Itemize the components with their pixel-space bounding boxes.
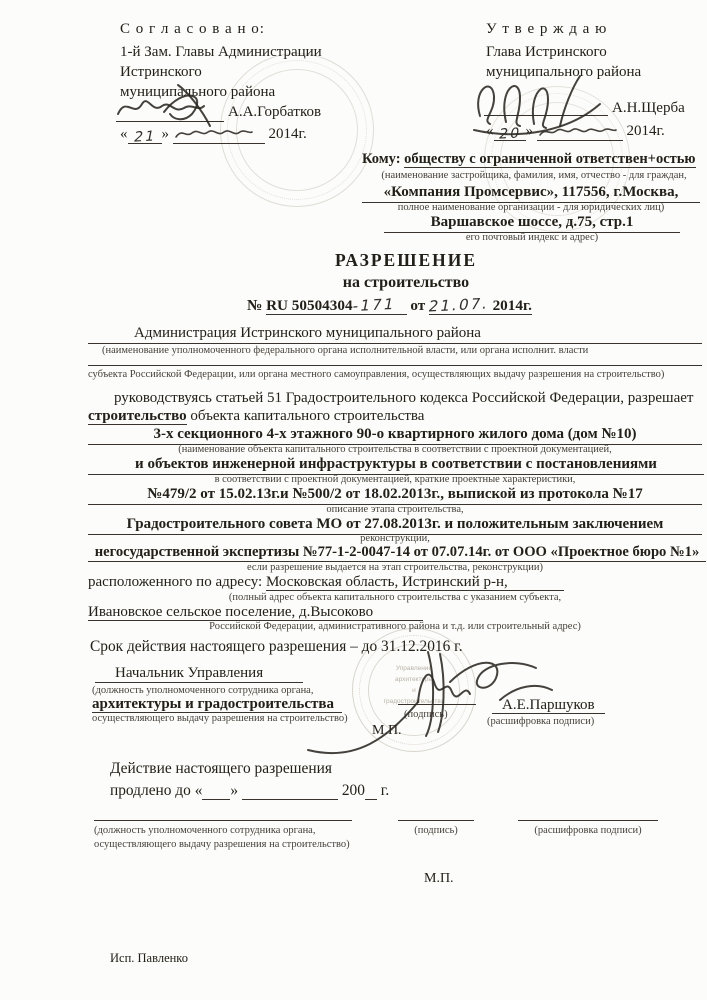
address-label: расположенного по адресу: [88, 574, 266, 590]
quote-open: « [486, 123, 494, 139]
quote-close: » [525, 123, 533, 139]
ot-label: от [410, 297, 426, 314]
signer-position2-text: архитектуры и градостроительства [92, 696, 342, 713]
agreed-signer-name: А.А.Горбатков [228, 104, 322, 120]
sign-hint: (подпись) [404, 709, 448, 720]
number-sign: № [247, 297, 263, 314]
agreed-year: 2014г. [268, 126, 307, 142]
signing-hint1: (должность уполномоченного сотрудника органа, [92, 685, 314, 696]
approved-line1: Глава Истринского [486, 44, 607, 60]
agreed-line3: муниципального района [120, 84, 276, 100]
signature-scribble-parshukov [300, 638, 560, 758]
extension-year-prefix: 200 [341, 782, 365, 799]
extension-line1: Действие настоящего разрешения [110, 760, 332, 777]
stamp-text-line: и [412, 687, 416, 694]
handwritten-month-scribble [172, 124, 256, 142]
addressee-hint1: (наименование застройщика, фамилия, имя, отчество - для граждан, [381, 170, 687, 181]
addressee-address: Варшавское шоссе, д.75, стр.1 [384, 213, 680, 233]
authority-name: Администрация Истринского муниципального района [88, 324, 702, 344]
stamp-text-line: градостроительства [383, 698, 445, 705]
extension-sign-column: (подпись) [398, 820, 474, 838]
extension-prefix: продлено до [110, 782, 191, 799]
quote-open: « [194, 782, 203, 799]
address-hint2: Российской Федерации, административного района и т.д. или строительный адрес) [209, 621, 581, 632]
permit-date-handwritten: 21.07. [427, 294, 491, 316]
document-subtitle: на строительство [342, 274, 470, 291]
extension-hint1: (должность уполномоченного сотрудника органа, [94, 825, 316, 836]
signing-hint2: осуществляющего выдачу разрешения на строительство) [92, 713, 348, 724]
extension-decode-column: (расшифровка подписи) [518, 820, 658, 838]
permit-number-handwritten: -171 [350, 294, 397, 316]
permit-word: строительство [88, 408, 187, 424]
approved-signer-name: А.Н.Щерба [612, 100, 685, 116]
signer-position1-text: Начальник Управления [95, 665, 303, 683]
agreed-line1: 1-й Зам. Главы Администрации [120, 44, 322, 60]
object-line1: 3-х секционного 4-х этажного 90-о квартирного жилого дома (дом №10) [88, 425, 702, 445]
approved-day-handwritten: 20 [497, 125, 523, 143]
object-hint1: (наименование объекта капитального строительства в соответствии с проектной документацией, [178, 444, 612, 455]
object-hint4: реконструкции, [360, 533, 430, 544]
addressee-row [362, 150, 696, 168]
extension-position-column [94, 820, 352, 851]
addressee-name: обществу с ограниченной ответствен+остью [404, 151, 696, 167]
address-row [88, 573, 564, 592]
agreed-title: С о г л а с о в а н о: [120, 21, 265, 37]
extension-hint2: осуществляющего выдачу разрешения на строительство) [94, 838, 350, 850]
handwritten-month-scribble [536, 122, 620, 140]
object-line4: Градостроительного совета МО от 27.08.2013г. и положительным заключением [88, 515, 702, 535]
permit-rest: объекта капитального строительства [186, 408, 425, 424]
object-line3: №479/2 от 15.02.13г.и №500/2 от 18.02.2013г., выпиской из протокола №17 [88, 485, 702, 505]
extension-year-suffix: г. [380, 782, 390, 799]
object-hint2: в соответствии с проектной документацией, краткие проектные характеристики, [214, 474, 576, 485]
agreed-line2: Истринского [120, 64, 202, 80]
seal-mark-2: М.П. [424, 871, 454, 886]
addressee-hint3: его почтовый индекс и адрес) [465, 232, 599, 243]
addressee-label: Кому: [362, 151, 401, 167]
seal-mark: М.П. [372, 723, 402, 738]
permit-year: 2014г. [492, 297, 532, 314]
validity-line: Срок действия настоящего разрешения – до 31.12.2016 г. [90, 638, 463, 655]
signer-name-text: А.Е.Паршуков [492, 697, 605, 714]
object-line5: негосударственной экспертизы №77-1-2-0047-14 от 07.07.14г. от ООО «Проектное бюро №1» [88, 543, 706, 562]
permit-number: RU 50504304 [266, 297, 353, 314]
approved-title: У т в е р ж д а ю [486, 21, 608, 37]
signer-position1 [95, 664, 303, 683]
address-hint1: (полный адрес объекта капитального строительства с указанием субъекта, [228, 592, 562, 603]
object-line2: и объектов инженерной инфраструктуры в соответствии с постановлениями [88, 455, 704, 475]
addressee-company: «Компания Промсервис», 117556, г.Москва, [362, 183, 700, 203]
extension-line2 [110, 782, 389, 800]
address-value: Московская область, Истринский р-н, [265, 574, 508, 590]
approved-line2: муниципального района [486, 64, 642, 80]
permit-action-line [88, 407, 424, 426]
document-title: РАЗРЕШЕНИЕ [334, 250, 478, 270]
executor-note: Исп. Павленко [110, 951, 188, 965]
stamp-text-line: архитектуры [395, 676, 433, 683]
quote-open: « [120, 126, 128, 142]
address-row2 [88, 603, 423, 622]
permit-number-row [247, 296, 532, 315]
approved-year: 2014г. [626, 123, 665, 139]
quote-close: » [230, 782, 239, 799]
authority-hint2: субъекта Российской Федерации, или органа местного самоуправления, осуществляющих выдачу разрешения на строительство) [88, 365, 702, 382]
intro-line: руководствуясь статьей 51 Градостроительного кодекса Российской Федерации, разрешает [114, 390, 694, 406]
address-value2: Ивановское сельское поселение, д.Высоково [88, 604, 374, 620]
stamp-text-line: Управление [395, 665, 433, 672]
object-hint5: если разрешение выдается на этап строительства, реконструкции) [247, 562, 543, 573]
addressee-hint2: полное наименование организации - для юридических лиц) [397, 202, 665, 213]
agreed-day-handwritten: 21 [132, 128, 158, 146]
object-hint3: описание этапа строительства, [326, 504, 464, 515]
signer-hint: (расшифровка подписи) [487, 716, 595, 727]
authority-hint1: (наименование уполномоченного федерального органа исполнительной власти, или органа исполнит. власти [102, 345, 589, 356]
signature-scribble-gorbatkov [112, 84, 237, 129]
quote-close: » [161, 126, 169, 142]
